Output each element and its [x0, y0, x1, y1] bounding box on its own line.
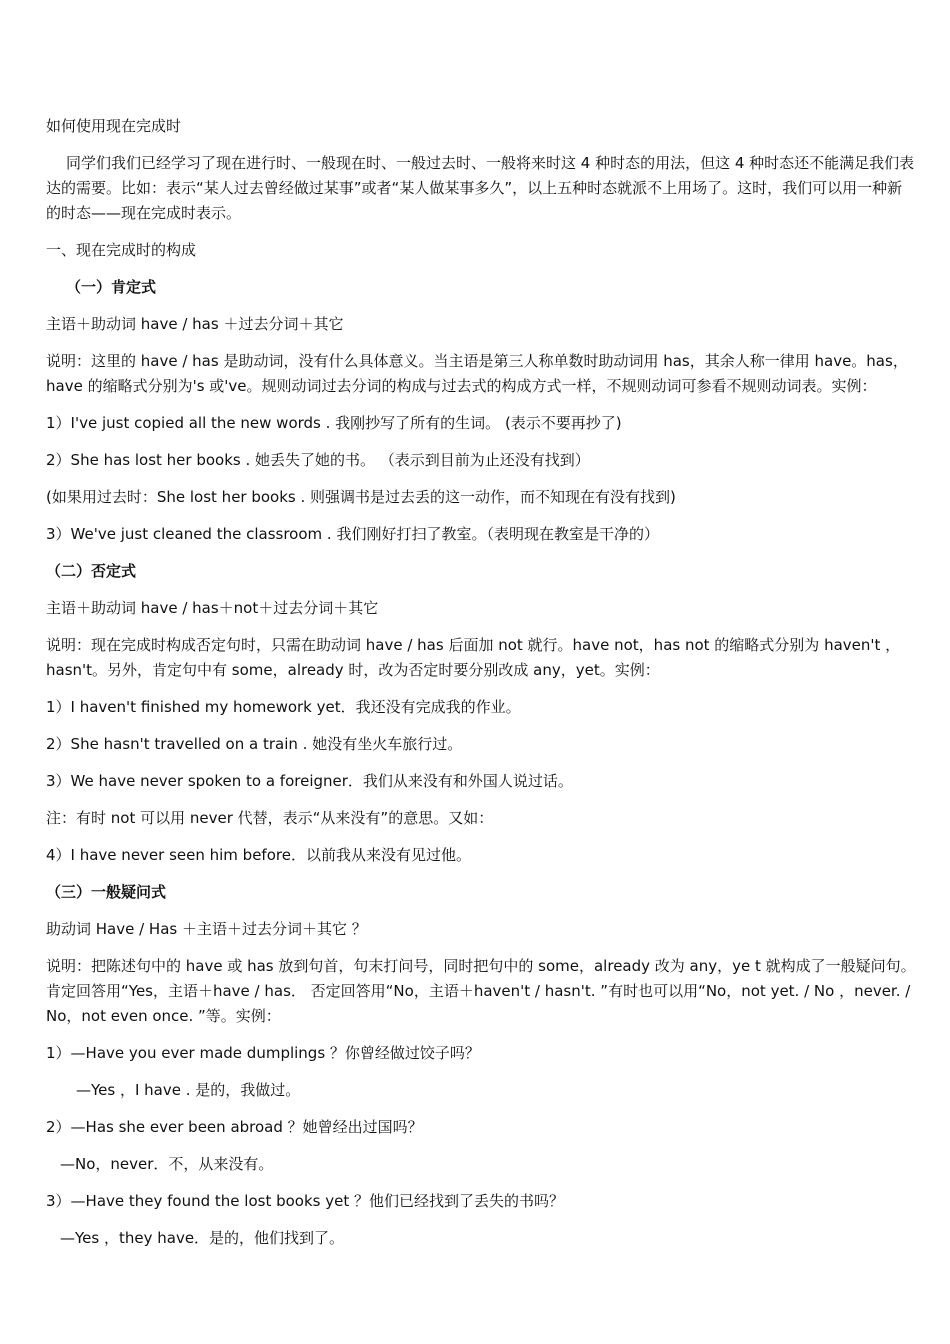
affirmative-example-2: 2）She has lost her books . 她丢失了她的书。 （表示到目前为止还没有找到）: [46, 451, 590, 469]
answer-example-1: —Yes ，I have . 是的，我做过。: [76, 1081, 301, 1099]
affirmative-note: 说明：这里的 have / has 是助动词，没有什么具体意义。当主语是第三人称单数时助动词用 has，其余人称一律用 have。has，have 的缩略式分别为's 或've。规则动词过去分词的构成与过去式的构成方式一样，不规则动词可参看不规则动词表。实例：: [46, 352, 908, 395]
affirmative-example-2-note: (如果用过去时：She lost her books . 则强调书是过去丢的这一动作，而不知现在有没有找到): [46, 488, 676, 506]
negative-example-4: 4）I have never seen him before．以前我从来没有见过他。: [46, 846, 471, 864]
question-formula: 助动词 Have / Has ＋主语＋过去分词＋其它 ？: [46, 920, 367, 938]
intro-paragraph: 同学们我们已经学习了现在进行时、一般现在时、一般过去时、一般将来时这 4 种时态的用法，但这 4 种时态还不能满足我们表达的需要。比如：表示“某人过去曾经做过某事”或者“某人做某事多久”，以上五种时态就派不上用场了。这时，我们可以用一种新的时态——现在完成时表示。: [46, 154, 915, 222]
section-heading-1: 一、现在完成时的构成: [46, 241, 197, 259]
subsection-question-heading: （三）一般疑问式: [46, 883, 167, 901]
doc-title: 如何使用现在完成时: [46, 117, 182, 135]
affirmative-example-1: 1）I've just copied all the new words . 我刚抄写了所有的生词。 (表示不要再抄了): [46, 414, 622, 432]
question-note: 说明：把陈述句中的 have 或 has 放到句首，句末打问号，同时把句中的 some，already 改为 any，ye t 就构成了一般疑问句。肯定回答用“Yes，主语＋have / has． 否定回答用“No，主语＋haven't / hasn't. ”有时也可以用“No，not yet. / No ，never. / No，not even once. ”等。实例：: [46, 957, 916, 1025]
negative-example-2: 2）She hasn't travelled on a train . 她没有坐火车旅行过。: [46, 735, 463, 753]
document-page: [46, 114, 916, 1251]
subsection-negative-heading: （二）否定式: [46, 562, 137, 580]
question-example-2: 2）—Has she ever been abroad ？她曾经出过国吗？: [46, 1118, 423, 1136]
affirmative-formula: 主语＋助动词 have / has ＋过去分词＋其它: [46, 315, 344, 333]
answer-example-3: —Yes ，they have．是的，他们找到了。: [60, 1229, 345, 1247]
negative-remark: 注：有时 not 可以用 never 代替，表示“从来没有”的意思。又如：: [46, 809, 494, 827]
affirmative-example-3: 3）We've just cleaned the classroom . 我们刚好打扫了教室。（表明现在教室是干净的）: [46, 525, 659, 543]
negative-example-3: 3）We have never spoken to a foreigner．我们从来没有和外国人说过话。: [46, 772, 573, 790]
subsection-affirmative-heading: （一）肯定式: [66, 278, 157, 296]
answer-example-2: —No，never．不，从来没有。: [60, 1155, 274, 1173]
negative-example-1: 1）I haven't finished my homework yet．我还没有完成我的作业。: [46, 698, 521, 716]
question-example-1: 1）—Have you ever made dumplings ？你曾经做过饺子吗？: [46, 1044, 480, 1062]
question-example-3: 3）—Have they found the lost books yet ？他们已经找到了丢失的书吗？: [46, 1192, 565, 1210]
negative-note: 说明：现在完成时构成否定句时，只需在助动词 have / has 后面加 not 就行。have not，has not 的缩略式分别为 haven't ，hasn't。另外，肯定句中有 some，already 时，改为否定时要分别改成 any，yet。实例：: [46, 636, 901, 679]
negative-formula: 主语＋助动词 have / has＋not＋过去分词＋其它: [46, 599, 379, 617]
